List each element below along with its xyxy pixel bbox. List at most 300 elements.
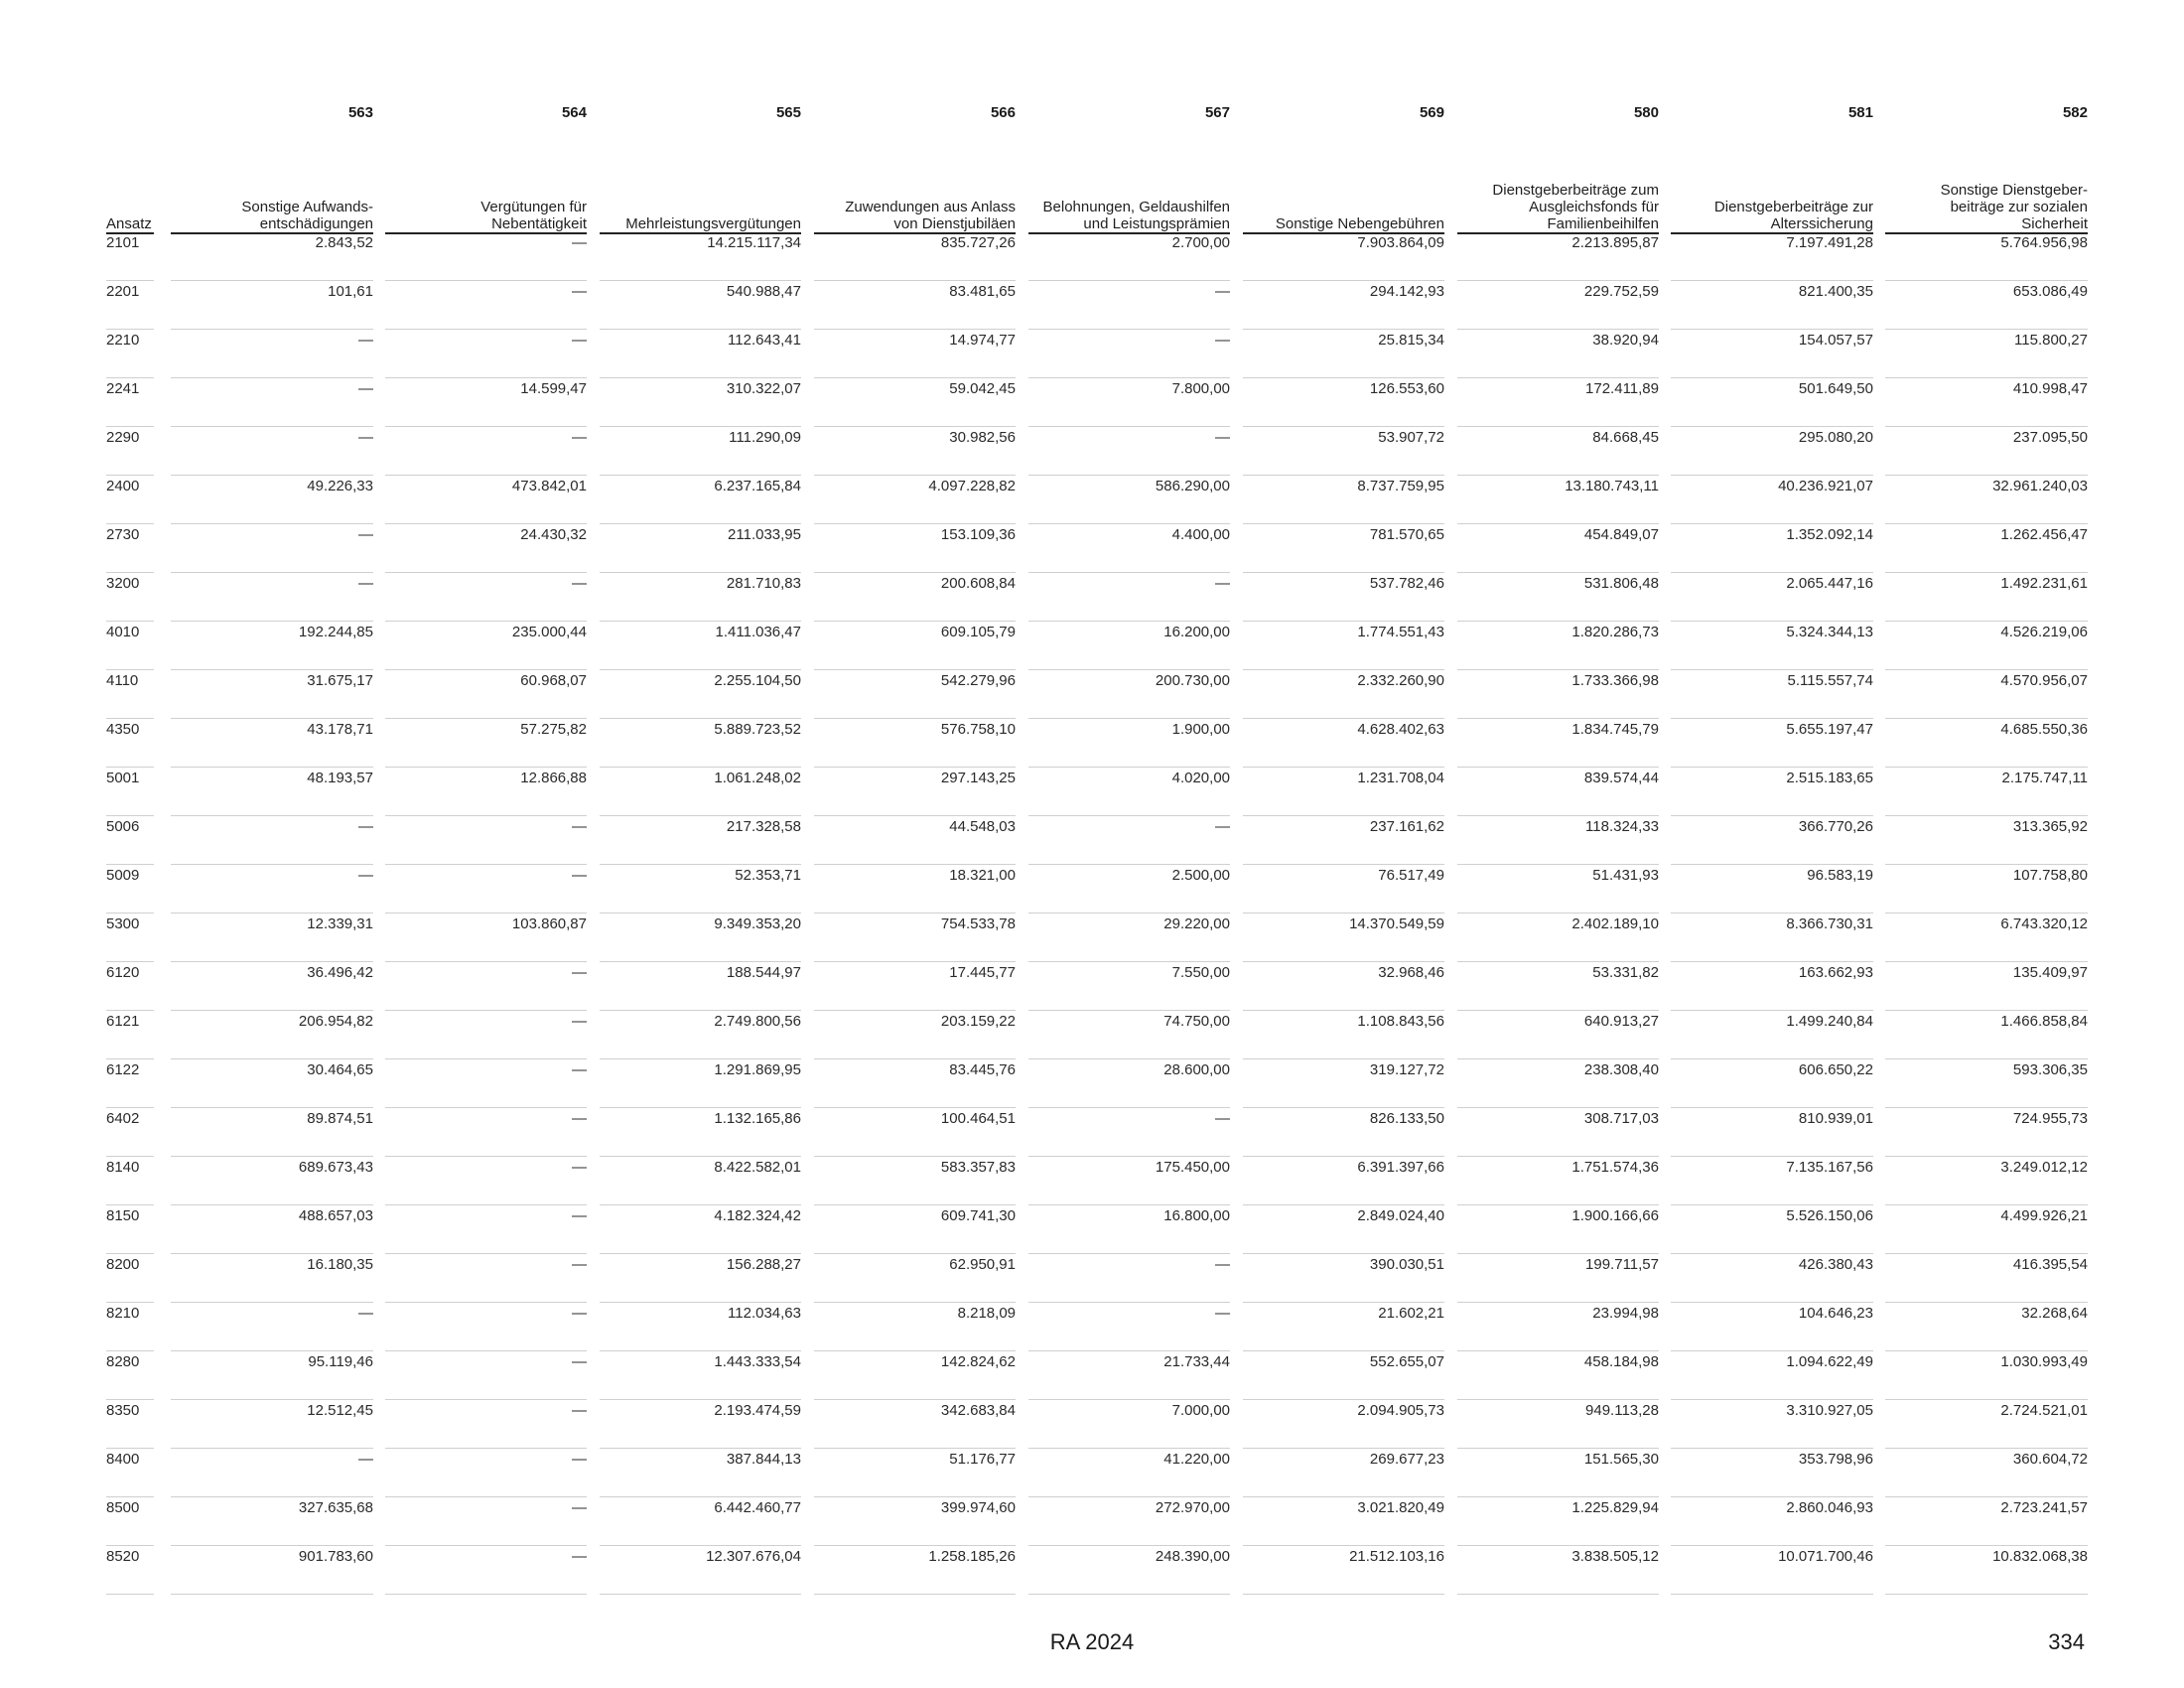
table-row	[0, 865, 2184, 914]
value-cell: 1.834.745,79	[1571, 721, 1659, 738]
column-header: Dienstgeberbeiträge zur Alterssicherung	[1713, 199, 1873, 232]
column-code: 564	[561, 104, 587, 121]
value-cell: 2.724.521,01	[2000, 1402, 2088, 1419]
table-row	[0, 1400, 2184, 1449]
row-divider	[1885, 1594, 2088, 1595]
column-header: Sonstige Aufwands- entschädigungen	[241, 199, 373, 232]
value-cell: —	[1215, 1110, 1230, 1127]
value-cell: 38.920,94	[1592, 332, 1659, 349]
value-cell: 3.310.927,05	[1786, 1402, 1873, 1419]
value-cell: 1.352.092,14	[1786, 526, 1873, 543]
table-row	[0, 232, 2184, 281]
ansatz-cell: 4350	[106, 721, 140, 738]
table-row	[0, 281, 2184, 330]
value-cell: 104.646,23	[1798, 1305, 1873, 1322]
value-cell: 313.365,92	[2012, 818, 2088, 835]
value-cell: 111.290,09	[729, 429, 801, 446]
value-cell: 53.907,72	[1378, 429, 1444, 446]
value-cell: 248.390,00	[1155, 1548, 1230, 1565]
value-cell: 30.464,65	[307, 1061, 373, 1078]
value-cell: 5.526.150,06	[1786, 1207, 1873, 1224]
value-cell: 1.820.286,73	[1571, 624, 1659, 640]
value-cell: 1.132.165,86	[714, 1110, 801, 1127]
value-cell: 3.021.820,49	[1357, 1499, 1444, 1516]
value-cell: 135.409,97	[2012, 964, 2088, 981]
value-cell: 4.020,00	[1171, 770, 1230, 786]
value-cell: 12.866,88	[520, 770, 587, 786]
ansatz-cell: 8140	[106, 1159, 140, 1176]
value-cell: 473.842,01	[511, 478, 587, 494]
value-cell: —	[572, 429, 587, 446]
row-divider	[385, 1594, 587, 1595]
ansatz-cell: 2210	[106, 332, 140, 349]
value-cell: 76.517,49	[1378, 867, 1444, 884]
value-cell: 59.042,45	[949, 380, 1016, 397]
value-cell: 1.291.869,95	[714, 1061, 801, 1078]
value-cell: 153.109,36	[940, 526, 1016, 543]
value-cell: 49.226,33	[307, 478, 373, 494]
value-cell: 16.180,35	[307, 1256, 373, 1273]
table-row	[0, 719, 2184, 768]
value-cell: 3.838.505,12	[1571, 1548, 1659, 1565]
value-cell: 1.030.993,49	[2000, 1353, 2088, 1370]
value-cell: 10.832.068,38	[1992, 1548, 2088, 1565]
ansatz-cell: 8150	[106, 1207, 140, 1224]
value-cell: —	[1215, 1256, 1230, 1273]
table-row	[0, 914, 2184, 962]
value-cell: 2.849.024,40	[1357, 1207, 1444, 1224]
value-cell: 10.071.700,46	[1778, 1548, 1873, 1565]
value-cell: 199.711,57	[1585, 1256, 1659, 1273]
value-cell: 4.182.324,42	[714, 1207, 801, 1224]
value-cell: 4.400,00	[1171, 526, 1230, 543]
table-row	[0, 524, 2184, 573]
value-cell: 188.544,97	[726, 964, 801, 981]
value-cell: 1.751.574,36	[1571, 1159, 1659, 1176]
value-cell: 540.988,47	[726, 283, 801, 300]
value-cell: 593.306,35	[2012, 1061, 2088, 1078]
value-cell: —	[572, 1499, 587, 1516]
value-cell: 8.422.582,01	[714, 1159, 801, 1176]
value-cell: 5.764.956,98	[2000, 234, 2088, 251]
value-cell: 53.331,82	[1592, 964, 1659, 981]
value-cell: 13.180.743,11	[1565, 478, 1659, 494]
value-cell: 52.353,71	[735, 867, 801, 884]
value-cell: 1.466.858,84	[2000, 1013, 2088, 1030]
value-cell: 724.955,73	[2012, 1110, 2088, 1127]
ansatz-cell: 8400	[106, 1451, 140, 1468]
value-cell: 172.411,89	[1585, 380, 1659, 397]
value-cell: 754.533,78	[940, 915, 1016, 932]
value-cell: 319.127,72	[1369, 1061, 1444, 1078]
value-cell: 200.730,00	[1155, 672, 1230, 689]
value-cell: 51.176,77	[949, 1451, 1016, 1468]
row-divider	[1028, 1594, 1230, 1595]
row-divider	[814, 1594, 1016, 1595]
value-cell: 360.604,72	[2012, 1451, 2088, 1468]
value-cell: 5.324.344,13	[1786, 624, 1873, 640]
value-cell: 1.061.248,02	[714, 770, 801, 786]
value-cell: 586.290,00	[1155, 478, 1230, 494]
value-cell: 41.220,00	[1163, 1451, 1230, 1468]
value-cell: 142.824,62	[940, 1353, 1016, 1370]
value-cell: 390.030,51	[1369, 1256, 1444, 1273]
value-cell: 297.143,25	[940, 770, 1016, 786]
row-divider	[1671, 1594, 1873, 1595]
value-cell: 217.328,58	[726, 818, 801, 835]
ansatz-cell: 6122	[106, 1061, 140, 1078]
value-cell: 1.900.166,66	[1571, 1207, 1659, 1224]
value-cell: 272.970,00	[1155, 1499, 1230, 1516]
column-header-row	[0, 173, 2184, 232]
table-row	[0, 816, 2184, 865]
value-cell: 310.322,07	[726, 380, 801, 397]
value-cell: 399.974,60	[940, 1499, 1016, 1516]
value-cell: 2.723.241,57	[2000, 1499, 2088, 1516]
ansatz-cell: 8350	[106, 1402, 140, 1419]
value-cell: 112.034,63	[728, 1305, 801, 1322]
value-cell: 7.550,00	[1171, 964, 1230, 981]
value-cell: 1.733.366,98	[1571, 672, 1659, 689]
column-code: 567	[1204, 104, 1230, 121]
value-cell: —	[358, 818, 373, 835]
value-cell: 308.717,03	[1583, 1110, 1659, 1127]
value-cell: 609.105,79	[940, 624, 1016, 640]
value-cell: 5.115.557,74	[1787, 672, 1873, 689]
value-cell: 12.512,45	[307, 1402, 373, 1419]
value-cell: 24.430,32	[520, 526, 587, 543]
value-cell: 458.184,98	[1583, 1353, 1659, 1370]
value-cell: —	[358, 332, 373, 349]
value-cell: 156.288,27	[726, 1256, 801, 1273]
value-cell: 6.237.165,84	[714, 478, 801, 494]
ansatz-cell: 2201	[106, 283, 140, 300]
value-cell: 89.874,51	[307, 1110, 373, 1127]
table-row	[0, 622, 2184, 670]
ansatz-cell: 2101	[106, 234, 140, 251]
row-divider	[600, 1594, 801, 1595]
value-cell: —	[572, 1110, 587, 1127]
table-row	[0, 330, 2184, 378]
column-header: Ansatz	[106, 215, 152, 232]
value-cell: —	[1215, 1305, 1230, 1322]
value-cell: 821.400,35	[1798, 283, 1873, 300]
value-cell: 1.094.622,49	[1786, 1353, 1873, 1370]
row-divider	[171, 1594, 373, 1595]
ansatz-cell: 6120	[106, 964, 140, 981]
column-code: 580	[1633, 104, 1659, 121]
value-cell: 810.939,01	[1798, 1110, 1873, 1127]
table-row	[0, 427, 2184, 476]
value-cell: 7.903.864,09	[1357, 234, 1444, 251]
page-number: 334	[2048, 1629, 2085, 1654]
value-cell: 4.570.956,07	[2000, 672, 2088, 689]
value-cell: 2.700,00	[1171, 234, 1230, 251]
value-cell: 327.635,68	[298, 1499, 373, 1516]
value-cell: —	[572, 1548, 587, 1565]
value-cell: 537.782,46	[1369, 575, 1444, 592]
ansatz-cell: 8210	[106, 1305, 140, 1322]
table-row	[0, 1205, 2184, 1254]
value-cell: 410.998,47	[2012, 380, 2088, 397]
value-cell: 294.142,93	[1369, 283, 1444, 300]
value-cell: —	[572, 964, 587, 981]
value-cell: —	[358, 380, 373, 397]
ansatz-cell: 5300	[106, 915, 140, 932]
ansatz-cell: 8520	[106, 1548, 140, 1565]
value-cell: —	[572, 1207, 587, 1224]
value-cell: 839.574,44	[1583, 770, 1659, 786]
value-cell: 25.815,34	[1378, 332, 1444, 349]
ansatz-cell: 8200	[106, 1256, 140, 1273]
value-cell: 295.080,20	[1798, 429, 1873, 446]
value-cell: 1.774.551,43	[1357, 624, 1444, 640]
table-row	[0, 1157, 2184, 1205]
value-cell: 1.262.456,47	[2000, 526, 2088, 543]
ansatz-cell: 2730	[106, 526, 140, 543]
value-cell: 229.752,59	[1583, 283, 1659, 300]
value-cell: 1.499.240,84	[1786, 1013, 1873, 1030]
value-cell: —	[1215, 818, 1230, 835]
value-cell: —	[358, 429, 373, 446]
value-cell: 531.806,48	[1583, 575, 1659, 592]
column-code: 566	[990, 104, 1016, 121]
ansatz-cell: 3200	[106, 575, 140, 592]
value-cell: 12.307.676,04	[706, 1548, 801, 1565]
value-cell: 4.097.228,82	[928, 478, 1016, 494]
column-code: 565	[775, 104, 801, 121]
value-cell: 6.442.460,77	[714, 1499, 801, 1516]
value-cell: —	[572, 818, 587, 835]
value-cell: —	[358, 1451, 373, 1468]
value-cell: 542.279,96	[940, 672, 1016, 689]
value-cell: 83.481,65	[949, 283, 1016, 300]
ansatz-cell: 5006	[106, 818, 140, 835]
table-row	[0, 670, 2184, 719]
value-cell: 269.677,23	[1369, 1451, 1444, 1468]
table-row	[0, 1108, 2184, 1157]
value-cell: 83.445,76	[949, 1061, 1016, 1078]
column-code: 563	[347, 104, 373, 121]
value-cell: —	[572, 575, 587, 592]
value-cell: 653.086,49	[2012, 283, 2088, 300]
value-cell: 488.657,03	[298, 1207, 373, 1224]
value-cell: 9.349.353,20	[714, 915, 801, 932]
value-cell: 4.499.926,21	[2000, 1207, 2088, 1224]
value-cell: 281.710,83	[726, 575, 801, 592]
value-cell: 426.380,43	[1798, 1256, 1873, 1273]
ansatz-cell: 2241	[106, 380, 140, 397]
value-cell: 781.570,65	[1369, 526, 1444, 543]
value-cell: 3.249.012,12	[2000, 1159, 2088, 1176]
ansatz-cell: 5009	[106, 867, 140, 884]
value-cell: 74.750,00	[1163, 1013, 1230, 1030]
value-cell: 14.370.549,59	[1349, 915, 1444, 932]
value-cell: —	[572, 234, 587, 251]
value-cell: 949.113,28	[1585, 1402, 1659, 1419]
value-cell: 31.675,17	[307, 672, 373, 689]
value-cell: 2.402.189,10	[1571, 915, 1659, 932]
column-code: 569	[1419, 104, 1444, 121]
value-cell: 103.860,87	[511, 915, 587, 932]
value-cell: 5.655.197,47	[1786, 721, 1873, 738]
row-divider	[1243, 1594, 1444, 1595]
table-row	[0, 1497, 2184, 1546]
ansatz-cell: 2290	[106, 429, 140, 446]
value-cell: 32.268,64	[2021, 1305, 2088, 1322]
ansatz-cell: 6402	[106, 1110, 140, 1127]
report-label: RA 2024	[1049, 1629, 1135, 1654]
value-cell: 29.220,00	[1163, 915, 1230, 932]
value-cell: 8.366.730,31	[1786, 915, 1873, 932]
table-row	[0, 768, 2184, 816]
value-cell: 2.749.800,56	[714, 1013, 801, 1030]
value-cell: 366.770,26	[1798, 818, 1873, 835]
value-cell: —	[358, 575, 373, 592]
value-cell: 14.599,47	[520, 380, 587, 397]
value-cell: 689.673,43	[298, 1159, 373, 1176]
value-cell: 2.094.905,73	[1357, 1402, 1444, 1419]
value-cell: 101,61	[328, 283, 373, 300]
value-cell: 2.065.447,16	[1786, 575, 1873, 592]
value-cell: 4.685.550,36	[2000, 721, 2088, 738]
value-cell: 237.095,50	[2012, 429, 2088, 446]
value-cell: 387.844,13	[726, 1451, 801, 1468]
value-cell: 126.553,60	[1369, 380, 1444, 397]
value-cell: 1.231.708,04	[1357, 770, 1444, 786]
value-cell: 40.236.921,07	[1778, 478, 1873, 494]
value-cell: 32.968,46	[1378, 964, 1444, 981]
column-code: 582	[2062, 104, 2088, 121]
table-row	[0, 1546, 2184, 1595]
value-cell: 57.275,82	[520, 721, 587, 738]
value-cell: 2.860.046,93	[1786, 1499, 1873, 1516]
value-cell: 2.515.183,65	[1786, 770, 1873, 786]
column-code: 581	[1847, 104, 1873, 121]
value-cell: —	[1215, 575, 1230, 592]
value-cell: 2.193.474,59	[714, 1402, 801, 1419]
value-cell: 14.215.117,34	[707, 234, 801, 251]
value-cell: 21.512.103,16	[1349, 1548, 1444, 1565]
table-row	[0, 962, 2184, 1011]
value-cell: 1.258.185,26	[928, 1548, 1016, 1565]
value-cell: —	[572, 1402, 587, 1419]
value-cell: 28.600,00	[1163, 1061, 1230, 1078]
value-cell: 107.758,80	[2012, 867, 2088, 884]
value-cell: 6.743.320,12	[2000, 915, 2088, 932]
ansatz-cell: 5001	[106, 770, 140, 786]
value-cell: 100.464,51	[940, 1110, 1016, 1127]
value-cell: 154.057,57	[1798, 332, 1873, 349]
table-row	[0, 1449, 2184, 1497]
table-row	[0, 1059, 2184, 1108]
value-cell: 84.668,45	[1592, 429, 1659, 446]
value-cell: 21.733,44	[1163, 1353, 1230, 1370]
value-cell: 8.218,09	[957, 1305, 1016, 1322]
value-cell: 576.758,10	[940, 721, 1016, 738]
value-cell: 62.950,91	[949, 1256, 1016, 1273]
ansatz-cell: 4010	[106, 624, 140, 640]
account-code-row	[0, 103, 2184, 123]
value-cell: 7.000,00	[1171, 1402, 1230, 1419]
value-cell: —	[572, 1061, 587, 1078]
column-header: Sonstige Dienstgeber- beiträge zur sozialen Sicherheit	[1940, 182, 2088, 232]
value-cell: 23.994,98	[1592, 1305, 1659, 1322]
value-cell: —	[572, 1013, 587, 1030]
value-cell: 1.443.333,54	[714, 1353, 801, 1370]
value-cell: —	[572, 283, 587, 300]
value-cell: 342.683,84	[940, 1402, 1016, 1419]
value-cell: 8.737.759,95	[1357, 478, 1444, 494]
value-cell: 16.800,00	[1163, 1207, 1230, 1224]
value-cell: 175.450,00	[1155, 1159, 1230, 1176]
value-cell: 12.339,31	[307, 915, 373, 932]
value-cell: 1.108.843,56	[1357, 1013, 1444, 1030]
value-cell: 203.159,22	[940, 1013, 1016, 1030]
value-cell: 501.649,50	[1798, 380, 1873, 397]
value-cell: 7.197.491,28	[1786, 234, 1873, 251]
value-cell: 606.650,22	[1798, 1061, 1873, 1078]
value-cell: 115.800,27	[2014, 332, 2088, 349]
value-cell: 17.445,77	[949, 964, 1016, 981]
value-cell: 118.324,33	[1585, 818, 1659, 835]
value-cell: 835.727,26	[940, 234, 1016, 251]
value-cell: 609.741,30	[940, 1207, 1016, 1224]
value-cell: —	[572, 1159, 587, 1176]
value-cell: 454.849,07	[1583, 526, 1659, 543]
value-cell: —	[572, 1451, 587, 1468]
value-cell: 18.321,00	[949, 867, 1016, 884]
value-cell: 151.565,30	[1583, 1451, 1659, 1468]
value-cell: 640.913,27	[1583, 1013, 1659, 1030]
value-cell: 44.548,03	[949, 818, 1016, 835]
value-cell: 552.655,07	[1369, 1353, 1444, 1370]
value-cell: 353.798,96	[1798, 1451, 1873, 1468]
column-header: Vergütungen für Nebentätigkeit	[480, 199, 587, 232]
value-cell: —	[572, 1256, 587, 1273]
value-cell: 2.175.747,11	[2001, 770, 2088, 786]
value-cell: 112.643,41	[728, 332, 801, 349]
ansatz-cell: 8500	[106, 1499, 140, 1516]
value-cell: 16.200,00	[1163, 624, 1230, 640]
value-cell: 237.161,62	[1369, 818, 1444, 835]
value-cell: 2.213.895,87	[1571, 234, 1659, 251]
value-cell: —	[572, 1353, 587, 1370]
value-cell: 7.135.167,56	[1786, 1159, 1873, 1176]
value-cell: 416.395,54	[2012, 1256, 2088, 1273]
value-cell: —	[572, 1305, 587, 1322]
table-row	[0, 1254, 2184, 1303]
value-cell: 48.193,57	[307, 770, 373, 786]
ansatz-cell: 8280	[106, 1353, 140, 1370]
value-cell: 4.628.402,63	[1357, 721, 1444, 738]
ansatz-cell: 2400	[106, 478, 140, 494]
value-cell: 211.033,95	[728, 526, 801, 543]
value-cell: 1.492.231,61	[2000, 575, 2088, 592]
column-header: Sonstige Nebengebühren	[1275, 215, 1444, 232]
value-cell: 21.602,21	[1378, 1305, 1444, 1322]
column-header: Mehrleistungsvergütungen	[625, 215, 801, 232]
column-header: Belohnungen, Geldaushilfen und Leistungsprämien	[1042, 199, 1230, 232]
value-cell: 583.357,83	[940, 1159, 1016, 1176]
value-cell: 206.954,82	[298, 1013, 373, 1030]
value-cell: 1.411.036,47	[715, 624, 801, 640]
value-cell: 200.608,84	[940, 575, 1016, 592]
value-cell: 30.982,56	[949, 429, 1016, 446]
value-cell: 2.332.260,90	[1357, 672, 1444, 689]
value-cell: —	[1215, 429, 1230, 446]
value-cell: 95.119,46	[308, 1353, 373, 1370]
